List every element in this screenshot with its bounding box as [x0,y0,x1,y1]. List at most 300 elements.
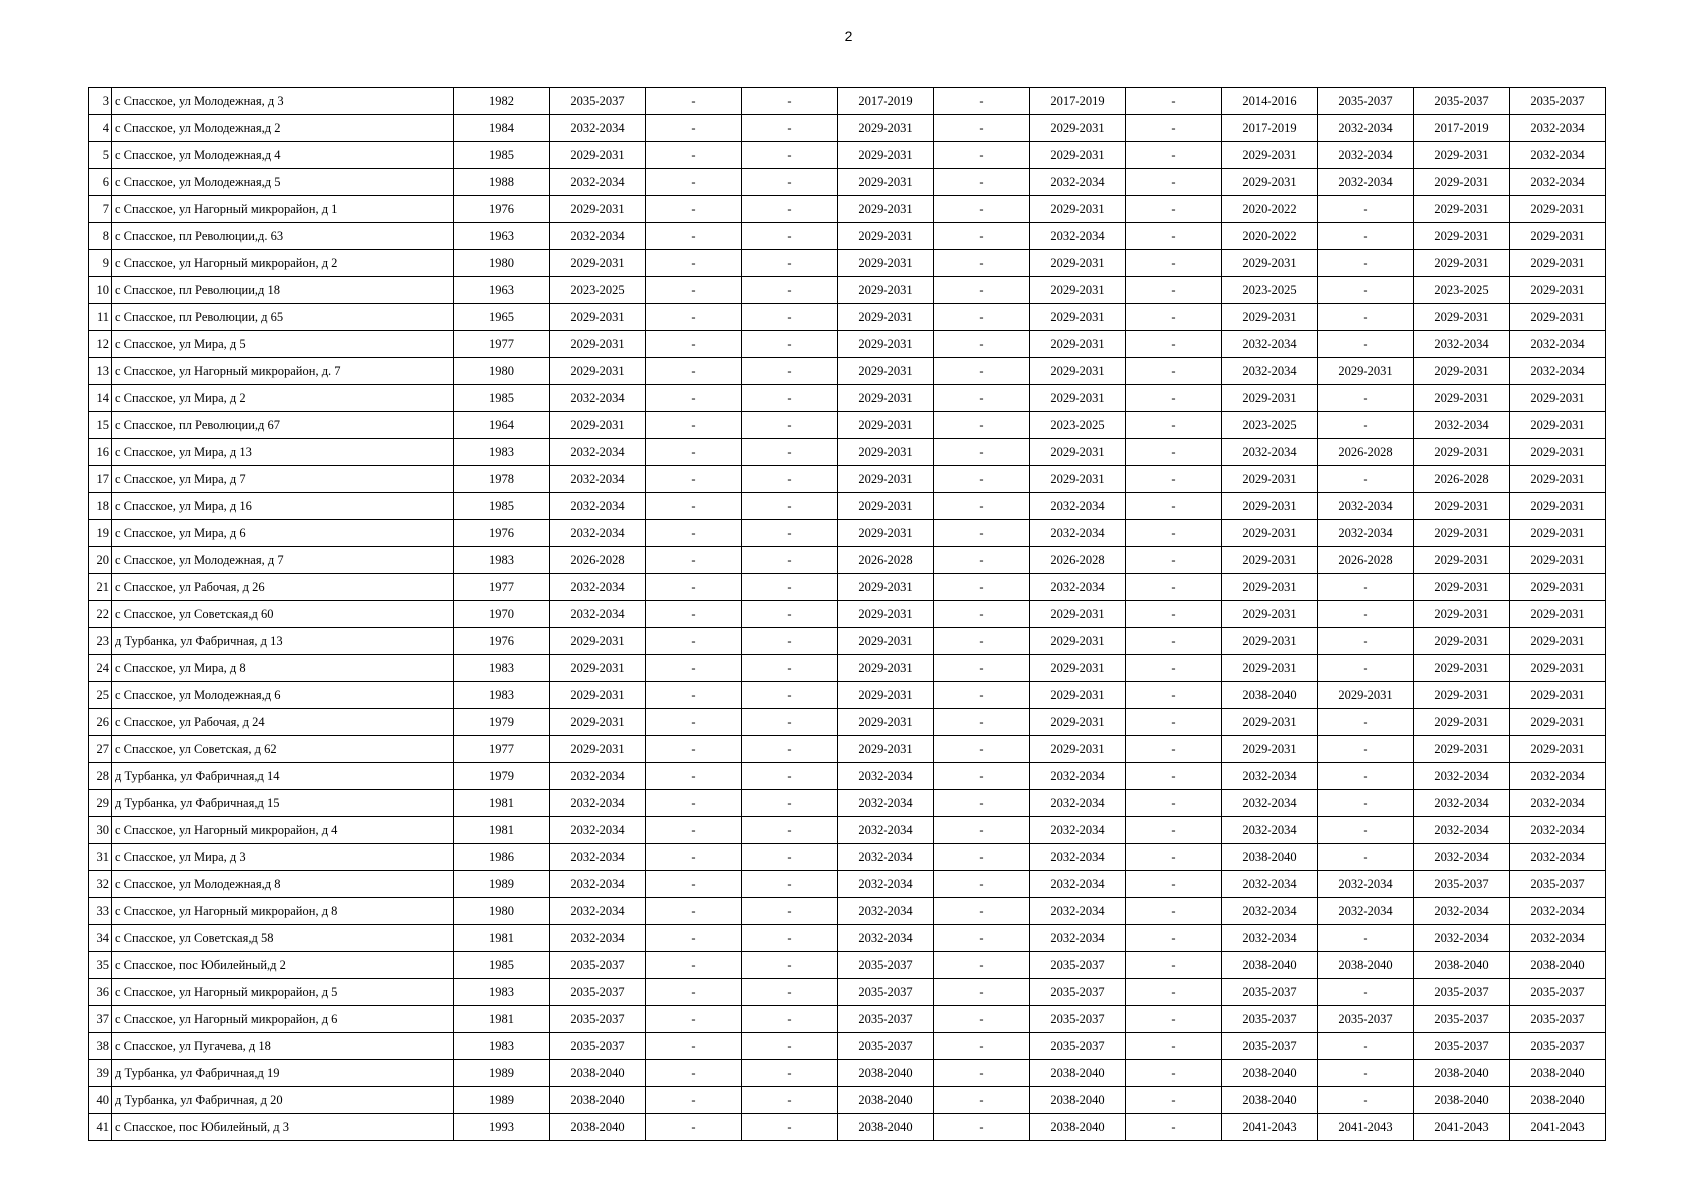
row-number-cell: 11 [89,304,112,331]
period-cell-4: 2032-2034 [838,925,934,952]
period-cell-1: 2032-2034 [550,763,646,790]
period-cell-8: 2029-2031 [1222,304,1318,331]
period-cell-8: 2035-2037 [1222,1033,1318,1060]
period-cell-2: - [646,385,742,412]
period-cell-2: - [646,1006,742,1033]
period-cell-7: - [1126,601,1222,628]
row-number-cell: 26 [89,709,112,736]
period-cell-1: 2029-2031 [550,331,646,358]
period-cell-8: 2032-2034 [1222,763,1318,790]
period-cell-2: - [646,331,742,358]
period-cell-10: 2029-2031 [1414,628,1510,655]
period-cell-5: - [934,817,1030,844]
period-cell-2: - [646,169,742,196]
period-cell-5: - [934,493,1030,520]
year-built-cell: 1976 [454,628,550,655]
period-cell-9: 2029-2031 [1318,358,1414,385]
period-cell-2: - [646,871,742,898]
period-cell-11: 2032-2034 [1510,898,1606,925]
period-cell-4: 2029-2031 [838,304,934,331]
period-cell-11: 2038-2040 [1510,1087,1606,1114]
period-cell-1: 2026-2028 [550,547,646,574]
period-cell-1: 2029-2031 [550,142,646,169]
period-cell-9: - [1318,1060,1414,1087]
period-cell-6: 2029-2031 [1030,250,1126,277]
period-cell-9: - [1318,1033,1414,1060]
period-cell-10: 2029-2031 [1414,601,1510,628]
period-cell-8: 2029-2031 [1222,628,1318,655]
row-number-cell: 6 [89,169,112,196]
row-number-cell: 37 [89,1006,112,1033]
period-cell-8: 2032-2034 [1222,871,1318,898]
year-built-cell: 1980 [454,250,550,277]
period-cell-8: 2023-2025 [1222,277,1318,304]
period-cell-5: - [934,682,1030,709]
table-row [89,682,1606,709]
period-cell-7: - [1126,223,1222,250]
address-cell: с Спасское, ул Нагорный микрорайон, д 1 [112,196,454,223]
period-cell-9: 2032-2034 [1318,871,1414,898]
year-built-cell: 1979 [454,709,550,736]
period-cell-5: - [934,925,1030,952]
period-cell-3: - [742,601,838,628]
period-cell-9: - [1318,709,1414,736]
period-cell-7: - [1126,790,1222,817]
address-cell: д Турбанка, ул Фабричная,д 14 [112,763,454,790]
row-number-cell: 38 [89,1033,112,1060]
period-cell-10: 2029-2031 [1414,520,1510,547]
period-cell-3: - [742,736,838,763]
period-cell-4: 2029-2031 [838,196,934,223]
period-cell-1: 2029-2031 [550,628,646,655]
table-row [89,817,1606,844]
period-cell-3: - [742,682,838,709]
period-cell-5: - [934,277,1030,304]
table-row [89,871,1606,898]
period-cell-4: 2029-2031 [838,358,934,385]
table-row [89,493,1606,520]
period-cell-4: 2035-2037 [838,979,934,1006]
period-cell-4: 2029-2031 [838,169,934,196]
year-built-cell: 1963 [454,223,550,250]
period-cell-3: - [742,574,838,601]
year-built-cell: 1981 [454,817,550,844]
period-cell-10: 2032-2034 [1414,412,1510,439]
row-number-cell: 30 [89,817,112,844]
address-cell: с Спасское, пл Революции,д 18 [112,277,454,304]
period-cell-7: - [1126,250,1222,277]
year-built-cell: 1977 [454,331,550,358]
address-cell: с Спасское, пл Революции, д 65 [112,304,454,331]
period-cell-4: 2029-2031 [838,736,934,763]
table-row [89,790,1606,817]
period-cell-8: 2029-2031 [1222,493,1318,520]
period-cell-8: 2017-2019 [1222,115,1318,142]
period-cell-11: 2035-2037 [1510,88,1606,115]
period-cell-10: 2032-2034 [1414,763,1510,790]
table-row [89,115,1606,142]
period-cell-9: 2041-2043 [1318,1114,1414,1141]
period-cell-11: 2029-2031 [1510,250,1606,277]
year-built-cell: 1963 [454,277,550,304]
address-cell: с Спасское, ул Молодежная, д 7 [112,547,454,574]
period-cell-7: - [1126,277,1222,304]
table-row [89,952,1606,979]
period-cell-1: 2032-2034 [550,493,646,520]
year-built-cell: 1985 [454,952,550,979]
period-cell-6: 2032-2034 [1030,844,1126,871]
period-cell-11: 2029-2031 [1510,439,1606,466]
period-cell-11: 2029-2031 [1510,628,1606,655]
period-cell-10: 2035-2037 [1414,1006,1510,1033]
table-row [89,331,1606,358]
period-cell-8: 2032-2034 [1222,358,1318,385]
period-cell-4: 2029-2031 [838,574,934,601]
period-cell-3: - [742,520,838,547]
row-number-cell: 32 [89,871,112,898]
period-cell-10: 2032-2034 [1414,898,1510,925]
table-row [89,655,1606,682]
period-cell-10: 2038-2040 [1414,1060,1510,1087]
schedule-table [88,87,1606,1141]
period-cell-10: 2032-2034 [1414,925,1510,952]
period-cell-2: - [646,817,742,844]
period-cell-5: - [934,898,1030,925]
period-cell-3: - [742,1114,838,1141]
period-cell-11: 2029-2031 [1510,736,1606,763]
period-cell-4: 2026-2028 [838,547,934,574]
period-cell-7: - [1126,412,1222,439]
period-cell-1: 2032-2034 [550,439,646,466]
table-row [89,1033,1606,1060]
period-cell-3: - [742,952,838,979]
period-cell-10: 2038-2040 [1414,1087,1510,1114]
period-cell-8: 2038-2040 [1222,952,1318,979]
period-cell-3: - [742,1087,838,1114]
period-cell-8: 2032-2034 [1222,898,1318,925]
address-cell: с Спасское, ул Мира, д 2 [112,385,454,412]
period-cell-10: 2029-2031 [1414,250,1510,277]
period-cell-7: - [1126,898,1222,925]
row-number-cell: 7 [89,196,112,223]
period-cell-6: 2032-2034 [1030,898,1126,925]
period-cell-9: 2032-2034 [1318,115,1414,142]
period-cell-6: 2029-2031 [1030,142,1126,169]
period-cell-4: 2029-2031 [838,115,934,142]
table-row [89,520,1606,547]
period-cell-4: 2029-2031 [838,520,934,547]
year-built-cell: 1979 [454,763,550,790]
period-cell-1: 2029-2031 [550,655,646,682]
table-row [89,763,1606,790]
period-cell-1: 2032-2034 [550,385,646,412]
period-cell-7: - [1126,196,1222,223]
period-cell-2: - [646,223,742,250]
period-cell-5: - [934,655,1030,682]
address-cell: с Спасское, ул Рабочая, д 24 [112,709,454,736]
period-cell-10: 2029-2031 [1414,196,1510,223]
period-cell-9: - [1318,250,1414,277]
row-number-cell: 20 [89,547,112,574]
period-cell-5: - [934,736,1030,763]
period-cell-1: 2032-2034 [550,601,646,628]
year-built-cell: 1993 [454,1114,550,1141]
period-cell-7: - [1126,709,1222,736]
year-built-cell: 1983 [454,547,550,574]
period-cell-3: - [742,277,838,304]
period-cell-7: - [1126,979,1222,1006]
period-cell-4: 2038-2040 [838,1087,934,1114]
period-cell-9: 2032-2034 [1318,142,1414,169]
period-cell-2: - [646,682,742,709]
period-cell-5: - [934,952,1030,979]
address-cell: с Спасское, ул Мира, д 5 [112,331,454,358]
period-cell-11: 2032-2034 [1510,817,1606,844]
period-cell-8: 2035-2037 [1222,979,1318,1006]
period-cell-5: - [934,358,1030,385]
period-cell-10: 2023-2025 [1414,277,1510,304]
period-cell-9: 2038-2040 [1318,952,1414,979]
period-cell-1: 2032-2034 [550,817,646,844]
period-cell-4: 2035-2037 [838,1006,934,1033]
period-cell-3: - [742,466,838,493]
period-cell-8: 2032-2034 [1222,439,1318,466]
period-cell-1: 2032-2034 [550,169,646,196]
period-cell-5: - [934,979,1030,1006]
period-cell-8: 2029-2031 [1222,601,1318,628]
period-cell-4: 2029-2031 [838,385,934,412]
period-cell-10: 2041-2043 [1414,1114,1510,1141]
period-cell-3: - [742,1033,838,1060]
row-number-cell: 23 [89,628,112,655]
period-cell-11: 2041-2043 [1510,1114,1606,1141]
address-cell: с Спасское, ул Мира, д 13 [112,439,454,466]
period-cell-9: - [1318,925,1414,952]
address-cell: с Спасское, ул Молодежная,д 2 [112,115,454,142]
row-number-cell: 28 [89,763,112,790]
period-cell-11: 2035-2037 [1510,1006,1606,1033]
period-cell-2: - [646,1087,742,1114]
period-cell-4: 2029-2031 [838,223,934,250]
period-cell-11: 2032-2034 [1510,358,1606,385]
period-cell-11: 2035-2037 [1510,871,1606,898]
period-cell-4: 2029-2031 [838,250,934,277]
period-cell-1: 2032-2034 [550,790,646,817]
period-cell-11: 2038-2040 [1510,1060,1606,1087]
period-cell-3: - [742,898,838,925]
period-cell-5: - [934,1033,1030,1060]
period-cell-6: 2029-2031 [1030,304,1126,331]
row-number-cell: 19 [89,520,112,547]
period-cell-7: - [1126,331,1222,358]
table-row [89,601,1606,628]
period-cell-3: - [742,250,838,277]
period-cell-6: 2029-2031 [1030,655,1126,682]
address-cell: с Спасское, ул Молодежная,д 6 [112,682,454,709]
table-row [89,223,1606,250]
year-built-cell: 1986 [454,844,550,871]
period-cell-5: - [934,142,1030,169]
period-cell-6: 2023-2025 [1030,412,1126,439]
period-cell-7: - [1126,115,1222,142]
period-cell-4: 2035-2037 [838,1033,934,1060]
period-cell-11: 2035-2037 [1510,1033,1606,1060]
address-cell: с Спасское, ул Нагорный микрорайон, д 4 [112,817,454,844]
year-built-cell: 1965 [454,304,550,331]
period-cell-2: - [646,439,742,466]
period-cell-4: 2038-2040 [838,1060,934,1087]
address-cell: с Спасское, ул Молодежная,д 8 [112,871,454,898]
period-cell-6: 2032-2034 [1030,925,1126,952]
address-cell: с Спасское, ул Нагорный микрорайон, д. 7 [112,358,454,385]
table-row [89,358,1606,385]
period-cell-7: - [1126,1033,1222,1060]
period-cell-10: 2029-2031 [1414,493,1510,520]
period-cell-1: 2032-2034 [550,520,646,547]
period-cell-3: - [742,385,838,412]
address-cell: с Спасское, ул Советская,д 58 [112,925,454,952]
period-cell-6: 2029-2031 [1030,682,1126,709]
period-cell-1: 2032-2034 [550,574,646,601]
period-cell-4: 2032-2034 [838,790,934,817]
period-cell-8: 2020-2022 [1222,196,1318,223]
table-row [89,925,1606,952]
period-cell-8: 2029-2031 [1222,520,1318,547]
address-cell: с Спасское, ул Мира, д 7 [112,466,454,493]
table-row [89,142,1606,169]
table-row [89,250,1606,277]
period-cell-3: - [742,925,838,952]
period-cell-7: - [1126,88,1222,115]
period-cell-10: 2029-2031 [1414,439,1510,466]
period-cell-1: 2038-2040 [550,1114,646,1141]
period-cell-7: - [1126,1060,1222,1087]
period-cell-7: - [1126,142,1222,169]
address-cell: с Спасское, ул Пугачева, д 18 [112,1033,454,1060]
row-number-cell: 24 [89,655,112,682]
period-cell-8: 2038-2040 [1222,1087,1318,1114]
row-number-cell: 3 [89,88,112,115]
period-cell-11: 2029-2031 [1510,277,1606,304]
period-cell-5: - [934,304,1030,331]
table-row [89,979,1606,1006]
period-cell-8: 2029-2031 [1222,709,1318,736]
period-cell-7: - [1126,1087,1222,1114]
period-cell-8: 2023-2025 [1222,412,1318,439]
period-cell-11: 2038-2040 [1510,952,1606,979]
period-cell-6: 2038-2040 [1030,1114,1126,1141]
row-number-cell: 17 [89,466,112,493]
period-cell-4: 2038-2040 [838,1114,934,1141]
period-cell-10: 2035-2037 [1414,979,1510,1006]
period-cell-9: - [1318,979,1414,1006]
year-built-cell: 1983 [454,1033,550,1060]
year-built-cell: 1983 [454,682,550,709]
period-cell-2: - [646,736,742,763]
period-cell-8: 2029-2031 [1222,574,1318,601]
period-cell-1: 2032-2034 [550,925,646,952]
period-cell-3: - [742,547,838,574]
period-cell-11: 2032-2034 [1510,142,1606,169]
period-cell-11: 2032-2034 [1510,115,1606,142]
year-built-cell: 1977 [454,736,550,763]
period-cell-6: 2032-2034 [1030,817,1126,844]
period-cell-11: 2029-2031 [1510,520,1606,547]
period-cell-6: 2029-2031 [1030,385,1126,412]
period-cell-6: 2026-2028 [1030,547,1126,574]
period-cell-10: 2038-2040 [1414,952,1510,979]
year-built-cell: 1978 [454,466,550,493]
period-cell-9: - [1318,817,1414,844]
table-row [89,1114,1606,1141]
period-cell-8: 2041-2043 [1222,1114,1318,1141]
period-cell-6: 2038-2040 [1030,1087,1126,1114]
period-cell-11: 2029-2031 [1510,709,1606,736]
period-cell-5: - [934,574,1030,601]
period-cell-9: 2035-2037 [1318,1006,1414,1033]
period-cell-10: 2029-2031 [1414,682,1510,709]
period-cell-3: - [742,844,838,871]
period-cell-5: - [934,628,1030,655]
period-cell-1: 2029-2031 [550,709,646,736]
address-cell: д Турбанка, ул Фабричная, д 20 [112,1087,454,1114]
period-cell-6: 2029-2031 [1030,331,1126,358]
period-cell-4: 2035-2037 [838,952,934,979]
period-cell-6: 2029-2031 [1030,358,1126,385]
period-cell-3: - [742,115,838,142]
period-cell-8: 2032-2034 [1222,331,1318,358]
period-cell-6: 2032-2034 [1030,790,1126,817]
period-cell-1: 2023-2025 [550,277,646,304]
table-row [89,1006,1606,1033]
period-cell-1: 2035-2037 [550,1006,646,1033]
period-cell-8: 2029-2031 [1222,736,1318,763]
row-number-cell: 12 [89,331,112,358]
period-cell-6: 2017-2019 [1030,88,1126,115]
period-cell-8: 2032-2034 [1222,790,1318,817]
table-row [89,277,1606,304]
period-cell-9: - [1318,277,1414,304]
period-cell-5: - [934,1006,1030,1033]
period-cell-1: 2032-2034 [550,115,646,142]
period-cell-9: - [1318,223,1414,250]
year-built-cell: 1981 [454,790,550,817]
year-built-cell: 1985 [454,385,550,412]
address-cell: с Спасское, ул Мира, д 8 [112,655,454,682]
period-cell-6: 2029-2031 [1030,709,1126,736]
year-built-cell: 1985 [454,142,550,169]
year-built-cell: 1988 [454,169,550,196]
period-cell-11: 2032-2034 [1510,790,1606,817]
period-cell-9: 2032-2034 [1318,169,1414,196]
period-cell-7: - [1126,763,1222,790]
period-cell-11: 2029-2031 [1510,466,1606,493]
period-cell-2: - [646,844,742,871]
period-cell-2: - [646,574,742,601]
period-cell-3: - [742,169,838,196]
period-cell-2: - [646,277,742,304]
period-cell-5: - [934,1060,1030,1087]
period-cell-4: 2029-2031 [838,439,934,466]
period-cell-4: 2017-2019 [838,88,934,115]
period-cell-2: - [646,547,742,574]
period-cell-3: - [742,196,838,223]
period-cell-8: 2038-2040 [1222,1060,1318,1087]
period-cell-6: 2029-2031 [1030,439,1126,466]
row-number-cell: 27 [89,736,112,763]
row-number-cell: 39 [89,1060,112,1087]
row-number-cell: 8 [89,223,112,250]
